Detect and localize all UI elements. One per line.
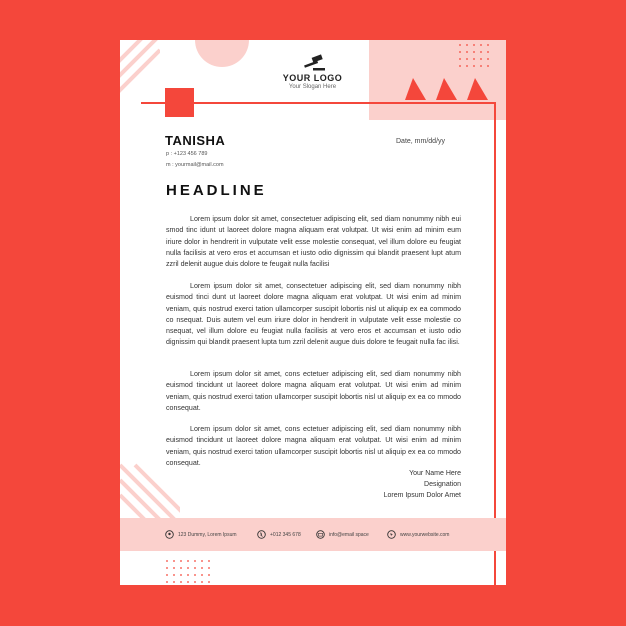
sender-phone: p : +123 456 789	[166, 151, 208, 157]
signature-designation: Designation	[424, 481, 461, 488]
dot-grid-top-right	[456, 42, 496, 72]
body-paragraph: Lorem ipsum dolor sit amet, consectetuer adipiscing elit, sed diam nonummy nibh eui smod tinc idunt ut laoreet dolore magna aliquam erat volutpat. Ut wisi enim ad minim eum iriure dolor in hendrerit in vulputate velit esse molestie consequat, vel illum dolore eu feugiat nulla facilisis at vero eros et accumsan et iusto odio dignissim qui blandit praesent lupt atum zzril delenit augue duis dolore te feugait nulla facilisi	[166, 215, 461, 269]
footer-bar	[120, 518, 506, 551]
frame-line-top	[141, 102, 496, 104]
signature-company: Lorem Ipsum Dolor Amet	[383, 492, 461, 499]
diagonal-stripes-top-left	[120, 40, 160, 100]
diagonal-stripes-bottom-left	[120, 460, 180, 520]
frame-line-right	[494, 102, 496, 585]
letter-date: Date, mm/dd/yy	[396, 138, 446, 145]
footer-phone	[257, 530, 301, 539]
footer-email	[316, 530, 369, 539]
triangles-decoration	[405, 78, 490, 102]
dot-grid-bottom-left	[164, 558, 216, 584]
location-pin-icon	[165, 530, 174, 539]
body-paragraph: Lorem ipsum dolor sit amet, cons ectetuer adipiscing elit, sed diam nonummy nibh euismod tincidunt ut laoreet dolore magna aliquam erat volutpat. Ut wisi enim ad minim veniam, quis nostrud exerci tation ullamcorper suscipit lobortis nisl ut aliquip ex ea co mmodo consequat.	[166, 425, 461, 467]
footer-email-text: info@email space	[329, 531, 369, 538]
sender-email: m : yourmail@mail.com	[166, 162, 224, 168]
footer-phone-text: +012 345 678	[270, 531, 301, 538]
body-paragraph: Lorem ipsum dolor sit amet, cons ectetuer adipiscing elit, sed diam nonummy nibh euismod tincidunt ut laoreet dolore magna aliquam erat volutpat. Ut wisi enim ad minim veniam, quis nostrud exerci tation ullamcorper suscipit lobortis nisl ut aliquip ex ea co mmodo consequat.	[166, 370, 461, 412]
logo-slogan: Your Slogan Here	[288, 84, 337, 90]
sender-name: TANISHA	[165, 133, 226, 148]
email-icon	[316, 530, 325, 539]
signature-name: Your Name Here	[409, 470, 461, 477]
decorative-circle	[195, 40, 249, 67]
phone-icon	[257, 530, 266, 539]
footer-website	[387, 530, 449, 539]
body-paragraph: Lorem ipsum dolor sit amet, consectetuer adipiscing elit, sed diam nonummy nibh euismod tinci dunt ut laoreet dolore magna aliquam erat volutpat. Ut wisi enim ad minim veniam, quis nostrud exerci tation ullamcorper suscipit lobortis nisl ut aliquip ex ea commodo co nsequat. Duis autem vel eum iriure dolor in hendrerit in vulputate velit esse molestie co nsequat, vel illum dolore eu feugiat nulla facilisis at vero eros et accumsan et iusto odio dignissim qui blandit praesent lupta tum zzril delenit augue duis dolore te feugait nulla fac ilisi.	[166, 282, 461, 347]
red-square-accent	[165, 88, 194, 117]
footer-address-text: 123 Dummy, Lorem Ipsum	[178, 531, 237, 538]
gavel-logo-icon	[301, 53, 329, 73]
headline: HEADLINE	[166, 182, 267, 199]
letterhead-page	[120, 40, 506, 585]
cursor-icon	[387, 530, 396, 539]
footer-address	[165, 530, 237, 539]
logo-name: YOUR LOGO	[282, 73, 343, 83]
footer-website-text: www.yourwebsite.com	[400, 531, 450, 538]
